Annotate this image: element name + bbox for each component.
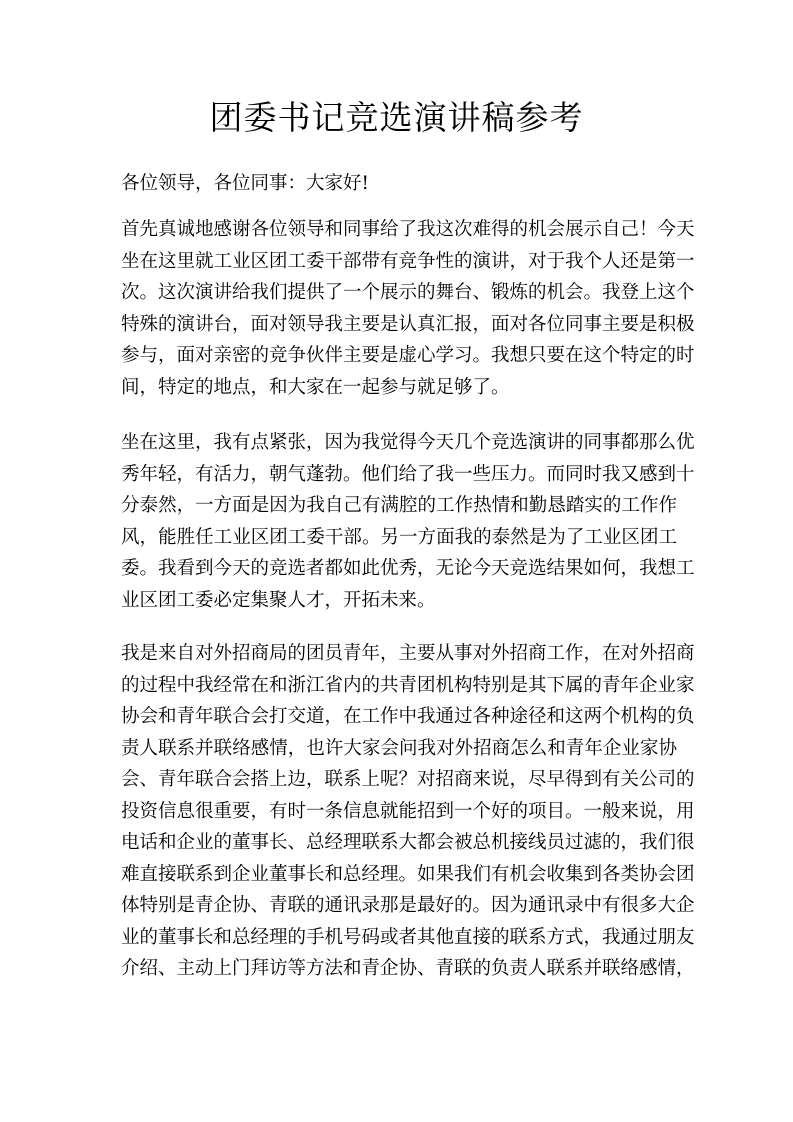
- document-title: 团委书记竞选演讲稿参考: [209, 98, 584, 137]
- paragraph-line: 特殊的演讲台，面对领导我主要是认真汇报，面对各位同事主要是积极: [121, 313, 695, 335]
- paragraph-line: 协会和青年联合会打交道，在工作中我通过各种途径和这两个机构的负: [121, 706, 695, 727]
- paragraph-line: 会、青年联合会搭上边，联系上呢？对招商来说，尽早得到有关公司的: [121, 769, 695, 790]
- paragraph-line: 坐在这里，我有点紧张，因为我觉得今天几个竞选演讲的同事都那么优: [121, 432, 695, 453]
- paragraph-line: 电话和企业的董事长、总经理联系大都会被总机接线员过滤的，我们很: [121, 832, 695, 853]
- paragraph-line: 的过程中我经常在和浙江省内的共青团机构特别是其下属的青年企业家: [121, 674, 695, 696]
- paragraph-line: 业的董事长和总经理的手机号码或者其他直接的联系方式，我通过朋友: [121, 926, 695, 948]
- paragraph-line: 难直接联系到企业董事长和总经理。如果我们有机会收集到各类协会团: [121, 863, 695, 885]
- paragraph-line: 体特别是青企协、青联的通讯录那是最好的。因为通讯录中有很多大企: [121, 895, 695, 916]
- paragraph-line: 投资信息很重要，有时一条信息就能招到一个好的项目。一般来说，用: [121, 800, 695, 822]
- paragraph-line: 间，特定的地点，和大家在一起参与就足够了。: [121, 376, 510, 398]
- paragraph-line: 参与，面对亲密的竞争伙伴主要是虚心学习。我想只要在这个特定的时: [121, 345, 695, 366]
- paragraph-line: 介绍、主动上门拜访等方法和青企协、青联的负责人联系并联络感情，: [121, 958, 695, 979]
- paragraph-3: [121, 638, 695, 985]
- greeting-paragraph: 各位领导，各位同事：大家好!: [121, 173, 369, 194]
- paragraph-line: 坐在这里就工业区团工委干部带有竞争性的演讲，对于我个人还是第一: [121, 250, 695, 272]
- paragraph-1: [121, 214, 695, 403]
- paragraph-line: 业区团工委必定集聚人才，开拓未来。: [121, 589, 436, 611]
- paragraph-line: 风，能胜任工业区团工委干部。另一方面我的泰然是为了工业区团工: [121, 526, 677, 548]
- paragraph-line: 我是来自对外招商局的团员青年，主要从事对外招商工作，在对外招商: [121, 643, 695, 664]
- paragraph-line: 首先真诚地感谢各位领导和同事给了我这次难得的机会展示自己！今天: [121, 219, 695, 240]
- paragraph-line: 责人联系并联络感情，也许大家会问我对外招商怎么和青年企业家协: [121, 737, 677, 759]
- paragraph-line: 委。我看到今天的竞选者都如此优秀，无论今天竞选结果如何，我想工: [121, 558, 695, 579]
- paragraph-2: [121, 427, 695, 616]
- paragraph-line: 秀年轻，有活力，朝气蓬勃。他们给了我一些压力。而同时我又感到十: [121, 463, 695, 485]
- paragraph-line: 分泰然，一方面是因为我自己有满腔的工作热情和勤恳踏实的工作作: [121, 495, 677, 516]
- paragraph-line: 次。这次演讲给我们提供了一个展示的舞台、锻炼的机会。我登上这个: [121, 282, 695, 303]
